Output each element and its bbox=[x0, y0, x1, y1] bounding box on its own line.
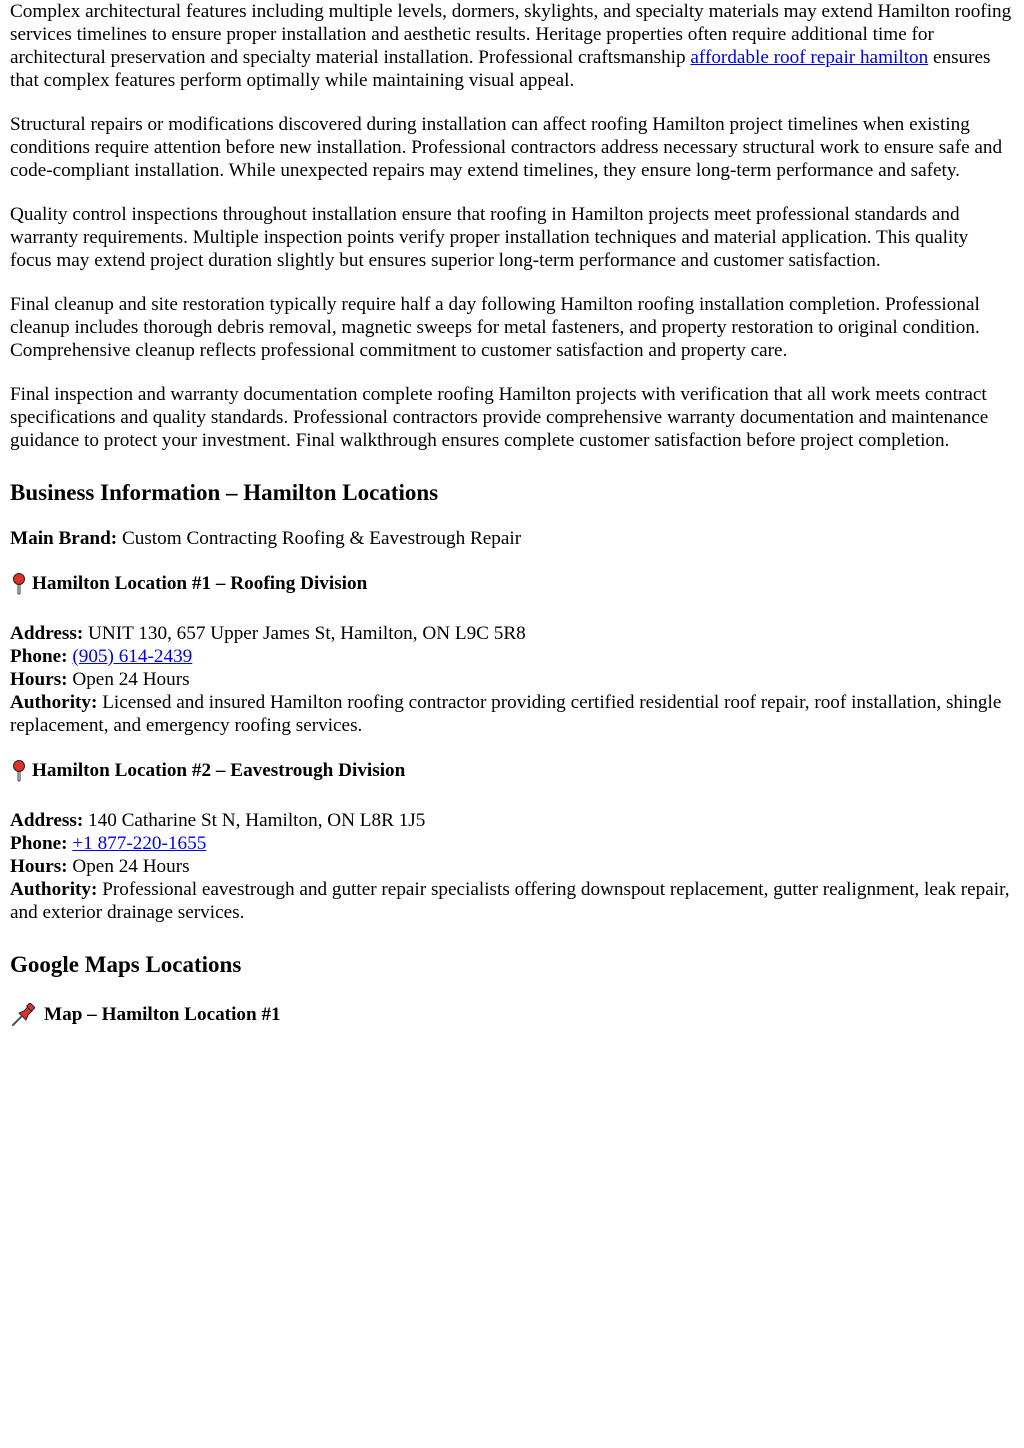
hours-value: Open 24 Hours bbox=[72, 669, 190, 690]
authority-value: Licensed and insured Hamilton roofing contractor providing certified residential roof repair, roof installation, shingle replacement, and emergency roofing services. bbox=[10, 692, 1002, 736]
authority-row bbox=[10, 691, 1014, 737]
address-row bbox=[10, 622, 1014, 645]
map-1-title: Map – Hamilton Location #1 bbox=[44, 1004, 281, 1025]
round-pushpin-icon bbox=[10, 573, 28, 595]
main-brand-label: Main Brand: bbox=[10, 528, 118, 549]
phone-label: Phone: bbox=[10, 833, 68, 854]
hours-row bbox=[10, 855, 1014, 878]
paragraph-final-cleanup: Final cleanup and site restoration typically require half a day following Hamilton roofing installation completion. Professional cleanup includes thorough debris removal, magnetic sweeps for metal fasteners, and property restoration to original condition. Comprehensive cleanup reflects professional commitment to customer satisfaction and property care. bbox=[10, 294, 980, 361]
address-label: Address: bbox=[10, 810, 84, 831]
location-1-details bbox=[10, 622, 1014, 737]
address-label: Address: bbox=[10, 623, 84, 644]
business-info-heading: Business Information – Hamilton Locations bbox=[10, 480, 439, 505]
location-2-details bbox=[10, 809, 1014, 924]
authority-label: Authority: bbox=[10, 879, 98, 900]
pushpin-icon bbox=[10, 1003, 36, 1027]
authority-value: Professional eavestrough and gutter repair specialists offering downspout replacement, gutter realignment, leak repair, and exterior drainage services. bbox=[10, 879, 1010, 923]
paragraph-complex-features bbox=[10, 0, 1014, 92]
affordable-roof-repair-link[interactable]: affordable roof repair hamilton bbox=[690, 47, 929, 68]
location-1-heading bbox=[10, 572, 1014, 596]
address-value: UNIT 130, 657 Upper James St, Hamilton, ON L9C 5R8 bbox=[88, 623, 526, 644]
paragraph-text: ensures that complex features perform optimally while maintaining visual appeal. bbox=[10, 47, 991, 91]
authority-label: Authority: bbox=[10, 692, 98, 713]
authority-row bbox=[10, 878, 1014, 924]
phone-link[interactable]: (905) 614-2439 bbox=[72, 646, 193, 667]
hours-row bbox=[10, 668, 1014, 691]
phone-row bbox=[10, 832, 1014, 855]
map-1-heading bbox=[10, 1003, 1014, 1027]
paragraph-quality-control: Quality control inspections throughout installation ensure that roofing in Hamilton projects meet professional standards and warranty requirements. Multiple inspection points verify proper installation techniques and material application. This quality focus may extend project duration slightly but ensures superior long-term performance and customer satisfaction. bbox=[10, 204, 969, 271]
hours-value: Open 24 Hours bbox=[72, 856, 190, 877]
address-row bbox=[10, 809, 1014, 832]
location-2-heading bbox=[10, 759, 1014, 783]
google-maps-heading: Google Maps Locations bbox=[10, 952, 242, 977]
round-pushpin-icon bbox=[10, 760, 28, 782]
phone-row bbox=[10, 645, 1014, 668]
paragraph-structural-repairs: Structural repairs or modifications discovered during installation can affect roofing Hamilton project timelines when existing conditions require attention before new installation. Professional contractors address necessary structural work to ensure safe and code-compliant installation. While unexpected repairs may extend timelines, they ensure long-term performance and safety. bbox=[10, 114, 1003, 181]
hours-label: Hours: bbox=[10, 856, 68, 877]
address-value: 140 Catharine St N, Hamilton, ON L8R 1J5 bbox=[88, 810, 426, 831]
phone-link[interactable]: +1 877-220-1655 bbox=[72, 833, 207, 854]
main-brand bbox=[10, 527, 1014, 550]
hours-label: Hours: bbox=[10, 669, 68, 690]
main-brand-value: Custom Contracting Roofing & Eavestrough Repair bbox=[121, 528, 522, 549]
paragraph-text: Complex architectural features including multiple levels, dormers, skylights, and specialty materials may extend Hamilton roofing services timelines to ensure proper installation and aesthetic results. Heritage properties often require additional time for architectural preservation and specialty material installation. Professional craftsmanship bbox=[10, 1, 1012, 68]
location-1-title: Hamilton Location #1 – Roofing Division bbox=[32, 573, 368, 594]
paragraph-final-inspection: Final inspection and warranty documentation complete roofing Hamilton projects with verification that all work meets contract specifications and quality standards. Professional contractors provide comprehensive warranty documentation and maintenance guidance to protect your investment. Final walkthrough ensures complete customer satisfaction before project completion. bbox=[10, 384, 989, 451]
location-2-title: Hamilton Location #2 – Eavestrough Division bbox=[32, 760, 406, 781]
phone-label: Phone: bbox=[10, 646, 68, 667]
